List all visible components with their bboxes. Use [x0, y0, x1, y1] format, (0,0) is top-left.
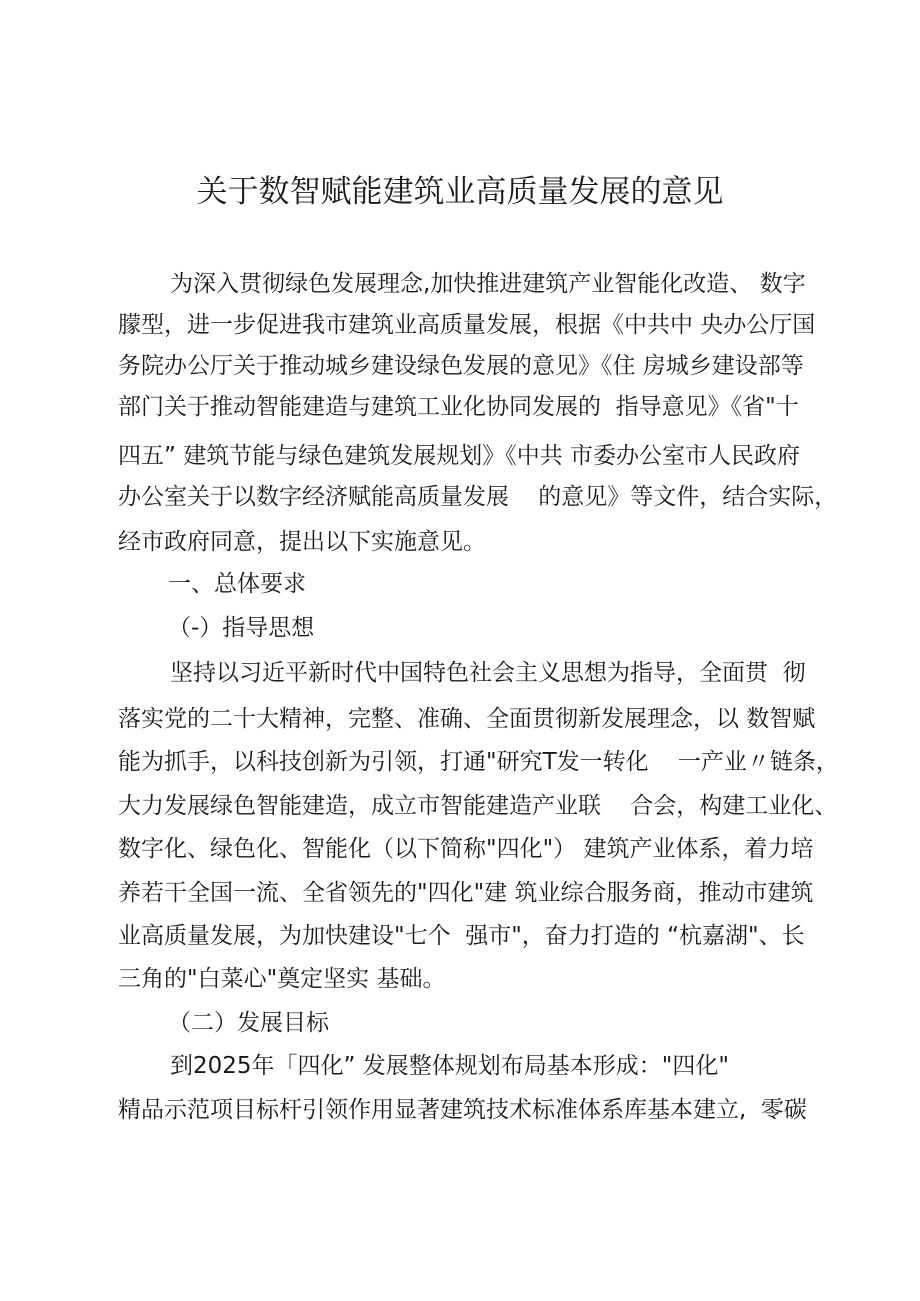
paragraph-line: 为深入贯彻绿色发展理念,加快推进建筑产业智能化改造、 数字: [170, 271, 806, 297]
paragraph-line: 能为抓手，以科技创新为引领，打通"研究T发一转化 一产业〃链条，: [118, 749, 839, 775]
paragraph-line: 大力发展绿色智能建造，成立市智能建造产业联 合会，构建工业化、: [118, 793, 838, 819]
paragraph-line: 朦型，进一步促进我市建筑业高质量发展，根据《中共中 央办公厅国: [118, 312, 816, 338]
paragraph-line: 业高质量发展，为加快建设"七个 强市"，奋力打造的 “杭嘉湖"、长: [118, 923, 805, 949]
paragraph-line: 务院办公厅关于推动城乡建设绿色发展的意见》《住 房城乡建设部等: [118, 353, 804, 379]
paragraph-line: 经市政府同意，提出以下实施意见。: [118, 529, 486, 555]
paragraph-line: 到2025年「四化” 发展整体规划布局基本形成："四化": [170, 1053, 729, 1079]
subsection-heading: （-）指导思想: [168, 615, 315, 641]
paragraph-line: 办公室关于以数字经济赋能高质量发展 的意见》等文件，结合实际，: [118, 484, 838, 510]
subsection-heading: （二）发展目标: [168, 1010, 329, 1036]
document-title: 关于数智赋能建筑业高质量发展的意见: [196, 174, 724, 210]
paragraph-line: 养若干全国一流、全省领先的"四化"建 筑业综合服务商，推动市建筑: [118, 880, 814, 906]
paragraph-line: 落实党的二十大精神，完整、准确、全面贯彻新发展理念，以 数智赋: [118, 706, 816, 732]
paragraph-line: 数字化、绿色化、智能化（以下简称"四化"） 建筑产业体系，着力培: [118, 836, 814, 862]
paragraph-line: 部门关于推动智能建造与建筑工业化协同发展的 指导意见》《省"十: [118, 394, 799, 420]
paragraph-line: 三角的"白菜心"奠定坚实 基础。: [118, 966, 446, 992]
section-heading: 一、总体要求: [168, 571, 306, 597]
paragraph-line: 四五” 建筑节能与绿色建筑发展规划》《中共 市委办公室市人民政府: [118, 443, 801, 469]
paragraph-line: 坚持以习近平新时代中国特色社会主义思想为指导，全面贯 彻: [170, 660, 806, 686]
paragraph-line: 精品示范项目标杆引领作用显著建筑技术标准体系库基本建立, 零碳: [118, 1097, 807, 1123]
